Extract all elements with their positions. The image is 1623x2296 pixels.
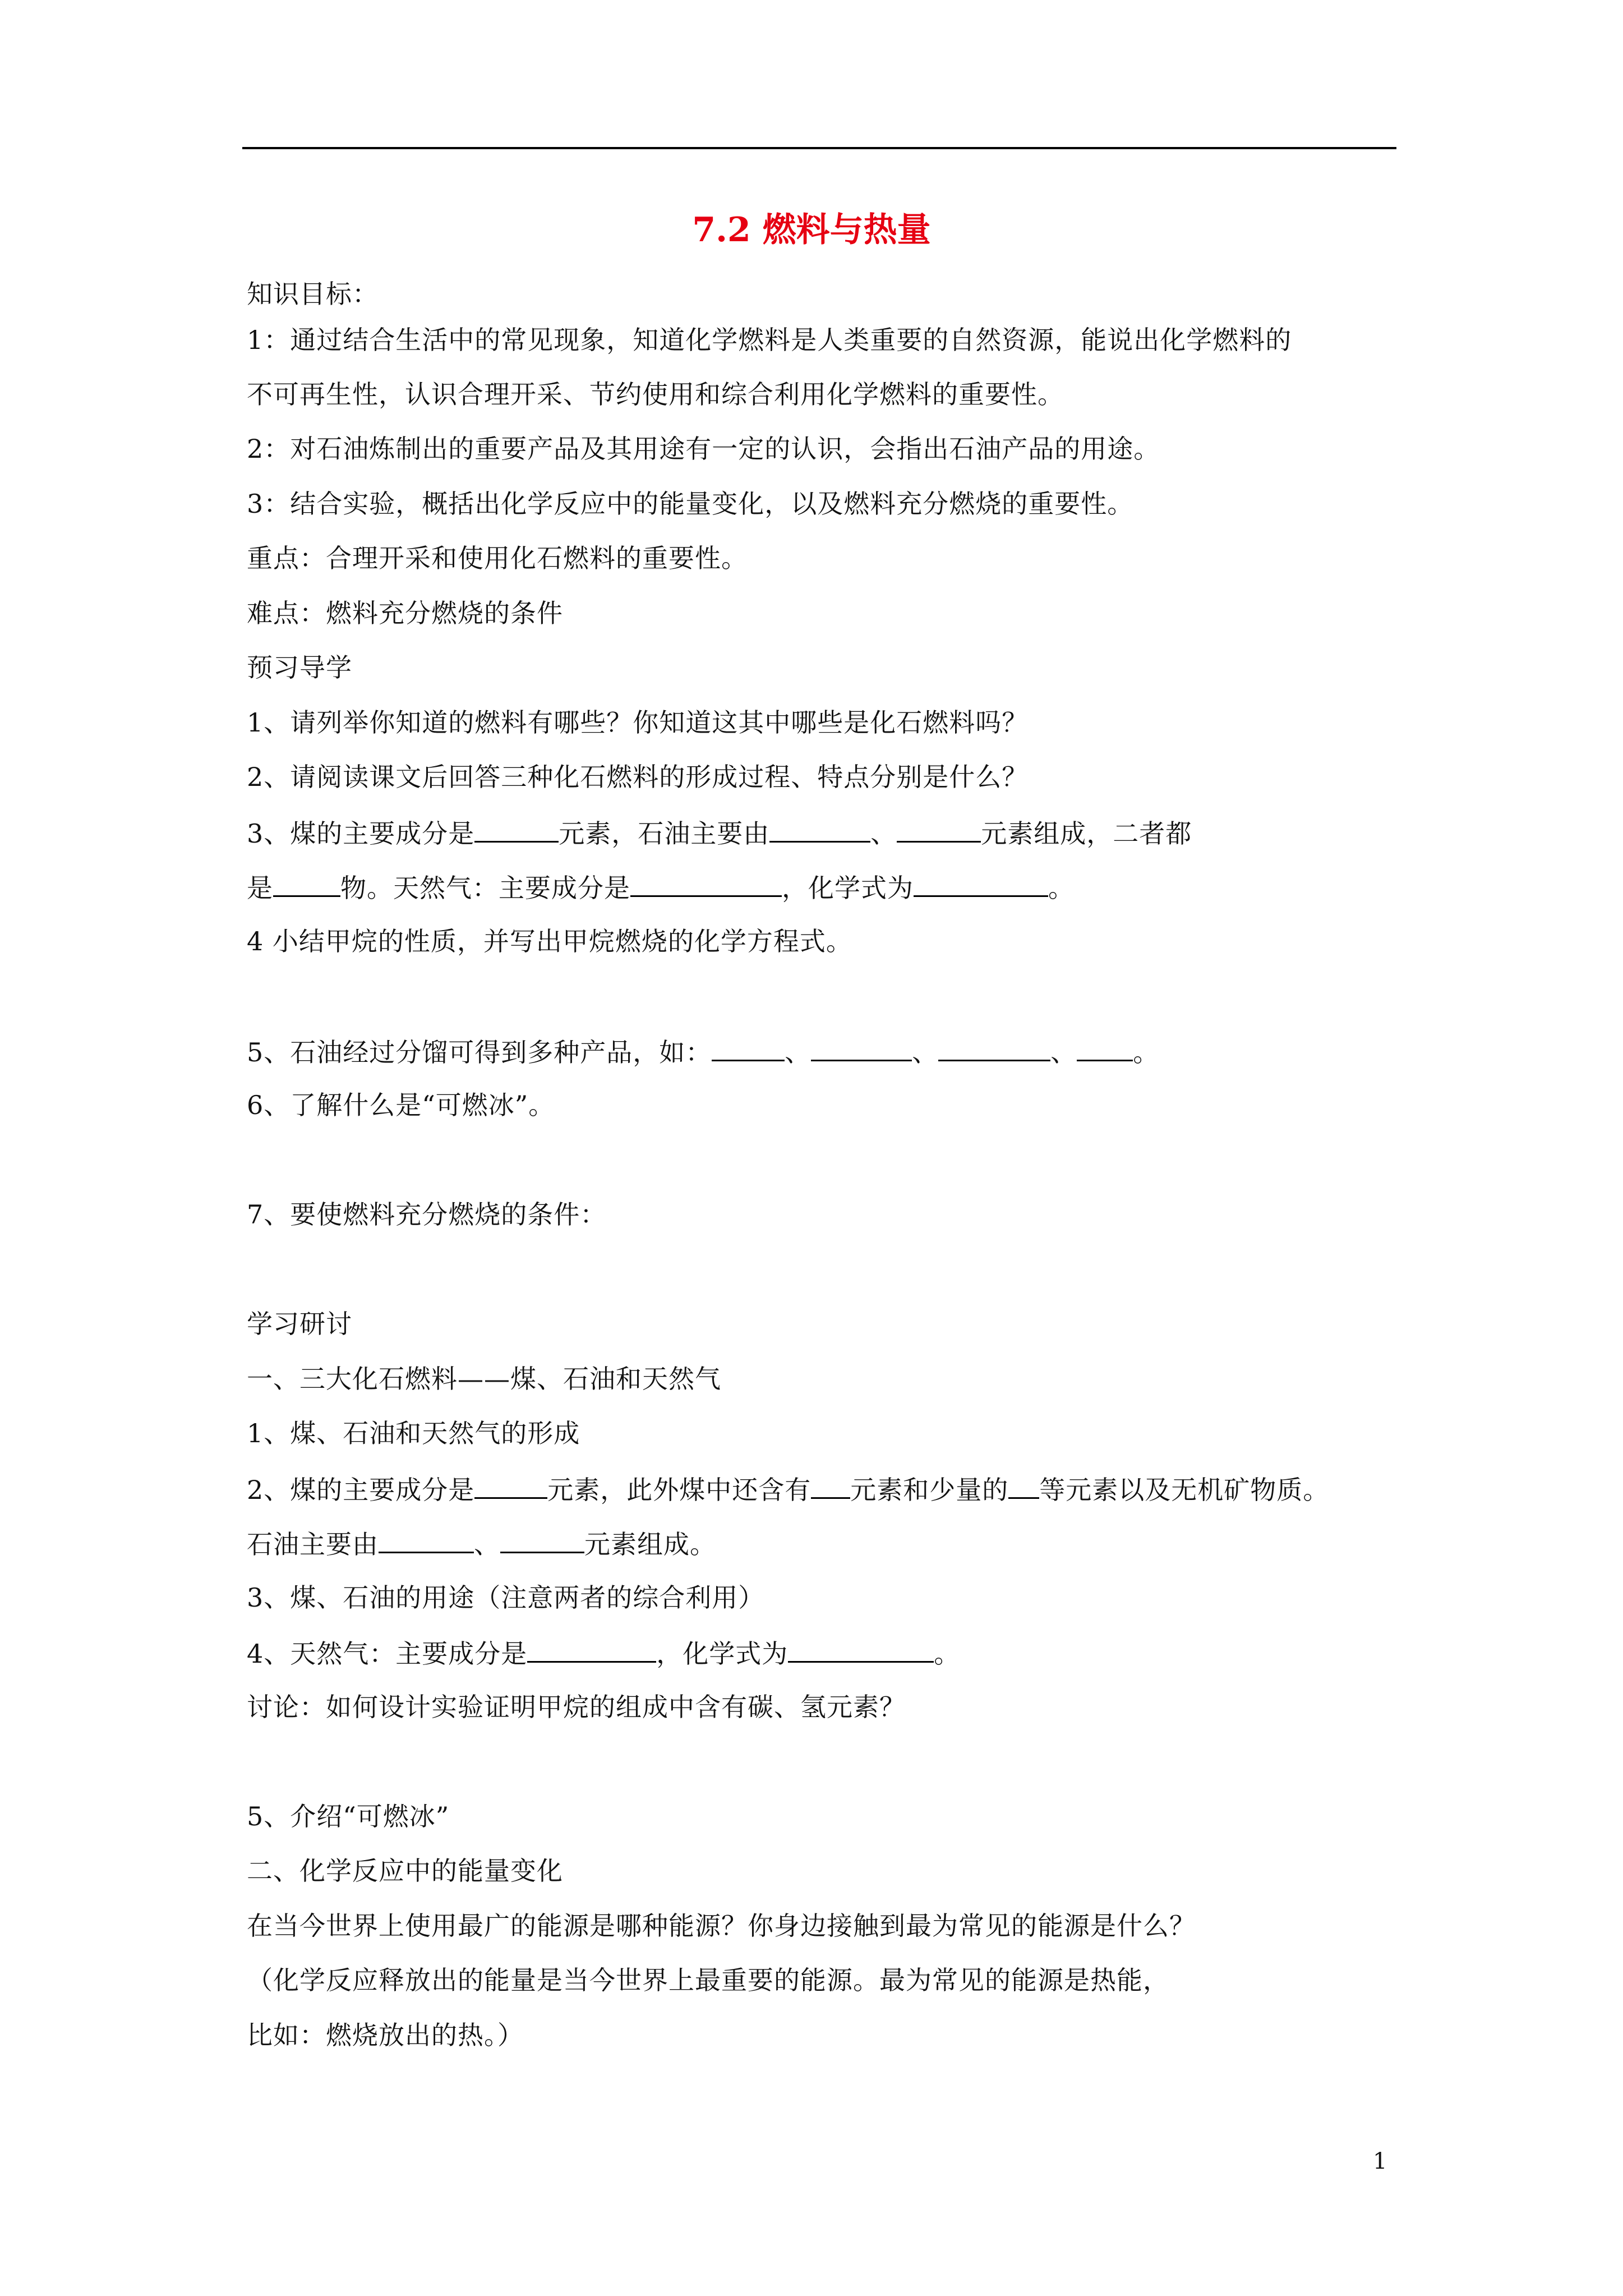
fill-blank[interactable] [630, 869, 782, 897]
section-heading-study: 学习研讨 [247, 1309, 352, 1339]
fill-blank[interactable] [811, 1471, 850, 1499]
text-fragment: 4、天然气：主要成分是 [247, 1639, 528, 1669]
text-fragment: ，化学式为 [656, 1639, 789, 1669]
energy-note-line-1: （化学反应释放出的能量是当今世界上最重要的能源。最为常见的能源是热能， [247, 1965, 1169, 1995]
text-fragment: 元素和少量的 [850, 1475, 1009, 1505]
text-fragment: 、 [785, 1037, 811, 1068]
discussion: 讨论：如何设计实验证明甲烷的组成中含有碳、氢元素？ [247, 1692, 906, 1722]
section-heading-knowledge-goals: 知识目标： [247, 279, 379, 309]
text-fragment: 、 [912, 1037, 939, 1068]
difficult-point: 难点：燃料充分燃烧的条件 [247, 598, 563, 628]
text-fragment: 。 [1133, 1037, 1160, 1068]
energy-note-line-2: 比如：燃烧放出的热。） [247, 2020, 524, 2050]
goal-3: 3：结合实验，概括出化学反应中的能量变化，以及燃料充分燃烧的重要性。 [247, 489, 1134, 519]
goal-1-line-2: 不可再生性，认识合理开采、节约使用和综合利用化学燃料的重要性。 [247, 379, 1064, 409]
text-fragment: 是 [247, 873, 273, 903]
study-item-2-line-2 [247, 1526, 716, 1561]
goal-1-line-1: 1：通过结合生活中的常见现象，知道化学燃料是人类重要的自然资源，能说出化学燃料的 [247, 325, 1292, 355]
page-title: 7.2 燃料与热量 [692, 210, 931, 250]
study-item-2-line-1 [247, 1471, 1329, 1507]
study-item-3: 3、煤、石油的用途（注意两者的综合利用） [247, 1582, 765, 1613]
page-number: 1 [1373, 2148, 1387, 2174]
text-fragment: 、 [1050, 1037, 1077, 1068]
text-fragment: 、 [870, 818, 897, 849]
text-fragment: 2、煤的主要成分是 [247, 1475, 475, 1505]
section-heading-preview: 预习导学 [247, 652, 352, 683]
preview-question-7: 7、要使燃料充分燃烧的条件： [247, 1199, 607, 1230]
header-rule [242, 147, 1396, 149]
text-fragment: ，化学式为 [782, 873, 914, 903]
fill-blank[interactable] [811, 1034, 912, 1061]
study-item-5: 5、介绍“可燃冰” [247, 1801, 450, 1832]
text-fragment: 等元素以及无机矿物质。 [1039, 1475, 1330, 1505]
fill-blank[interactable] [1008, 1471, 1039, 1499]
fill-blank[interactable] [1077, 1034, 1133, 1061]
text-fragment: 。 [934, 1639, 961, 1669]
fill-blank[interactable] [897, 815, 981, 843]
fill-blank[interactable] [914, 869, 1048, 897]
text-fragment: 物。天然气：主要成分是 [340, 873, 630, 903]
energy-question: 在当今世界上使用最广的能源是哪种能源？你身边接触到最为常见的能源是什么？ [247, 1911, 1196, 1941]
fill-blank[interactable] [712, 1034, 785, 1061]
text-fragment: 5、石油经过分馏可得到多种产品，如： [247, 1037, 712, 1068]
fill-blank[interactable] [500, 1526, 584, 1553]
fill-blank[interactable] [769, 815, 870, 843]
fill-blank[interactable] [938, 1034, 1050, 1061]
study-item-1: 1、煤、石油和天然气的形成 [247, 1418, 580, 1448]
preview-question-5 [247, 1034, 1159, 1069]
key-point: 重点：合理开采和使用化石燃料的重要性。 [247, 543, 748, 573]
fill-blank[interactable] [474, 815, 559, 843]
fill-blank[interactable] [379, 1526, 474, 1553]
text-fragment: 。 [1048, 873, 1075, 903]
text-fragment: 石油主要由 [247, 1529, 379, 1559]
fill-blank[interactable] [474, 1471, 547, 1499]
preview-question-1: 1、请列举你知道的燃料有哪些？你知道这其中哪些是化石燃料吗？ [247, 707, 1029, 738]
text-fragment: 元素，此外煤中还含有 [547, 1475, 811, 1505]
fill-blank[interactable] [788, 1635, 934, 1663]
study-part-2-heading: 二、化学反应中的能量变化 [247, 1856, 563, 1886]
text-fragment: 、 [474, 1529, 500, 1559]
study-item-4 [247, 1635, 960, 1671]
fill-blank[interactable] [527, 1635, 656, 1663]
preview-question-4: 4 小结甲烷的性质，并写出甲烷燃烧的化学方程式。 [247, 926, 852, 956]
preview-question-2: 2、请阅读课文后回答三种化石燃料的形成过程、特点分别是什么？ [247, 762, 1029, 792]
preview-question-3-line-2 [247, 869, 1075, 905]
study-part-1-heading: 一、三大化石燃料——煤、石油和天然气 [247, 1364, 721, 1394]
text-fragment: 元素组成，二者都 [981, 818, 1192, 849]
text-fragment: 元素组成。 [584, 1529, 716, 1559]
text-fragment: 元素，石油主要由 [559, 818, 770, 849]
text-fragment: 3、煤的主要成分是 [247, 818, 475, 849]
fill-blank[interactable] [273, 869, 340, 897]
preview-question-3-line-1 [247, 815, 1192, 850]
goal-2: 2：对石油炼制出的重要产品及其用途有一定的认识，会指出石油产品的用途。 [247, 434, 1160, 464]
preview-question-6: 6、了解什么是“可燃冰”。 [247, 1090, 555, 1120]
